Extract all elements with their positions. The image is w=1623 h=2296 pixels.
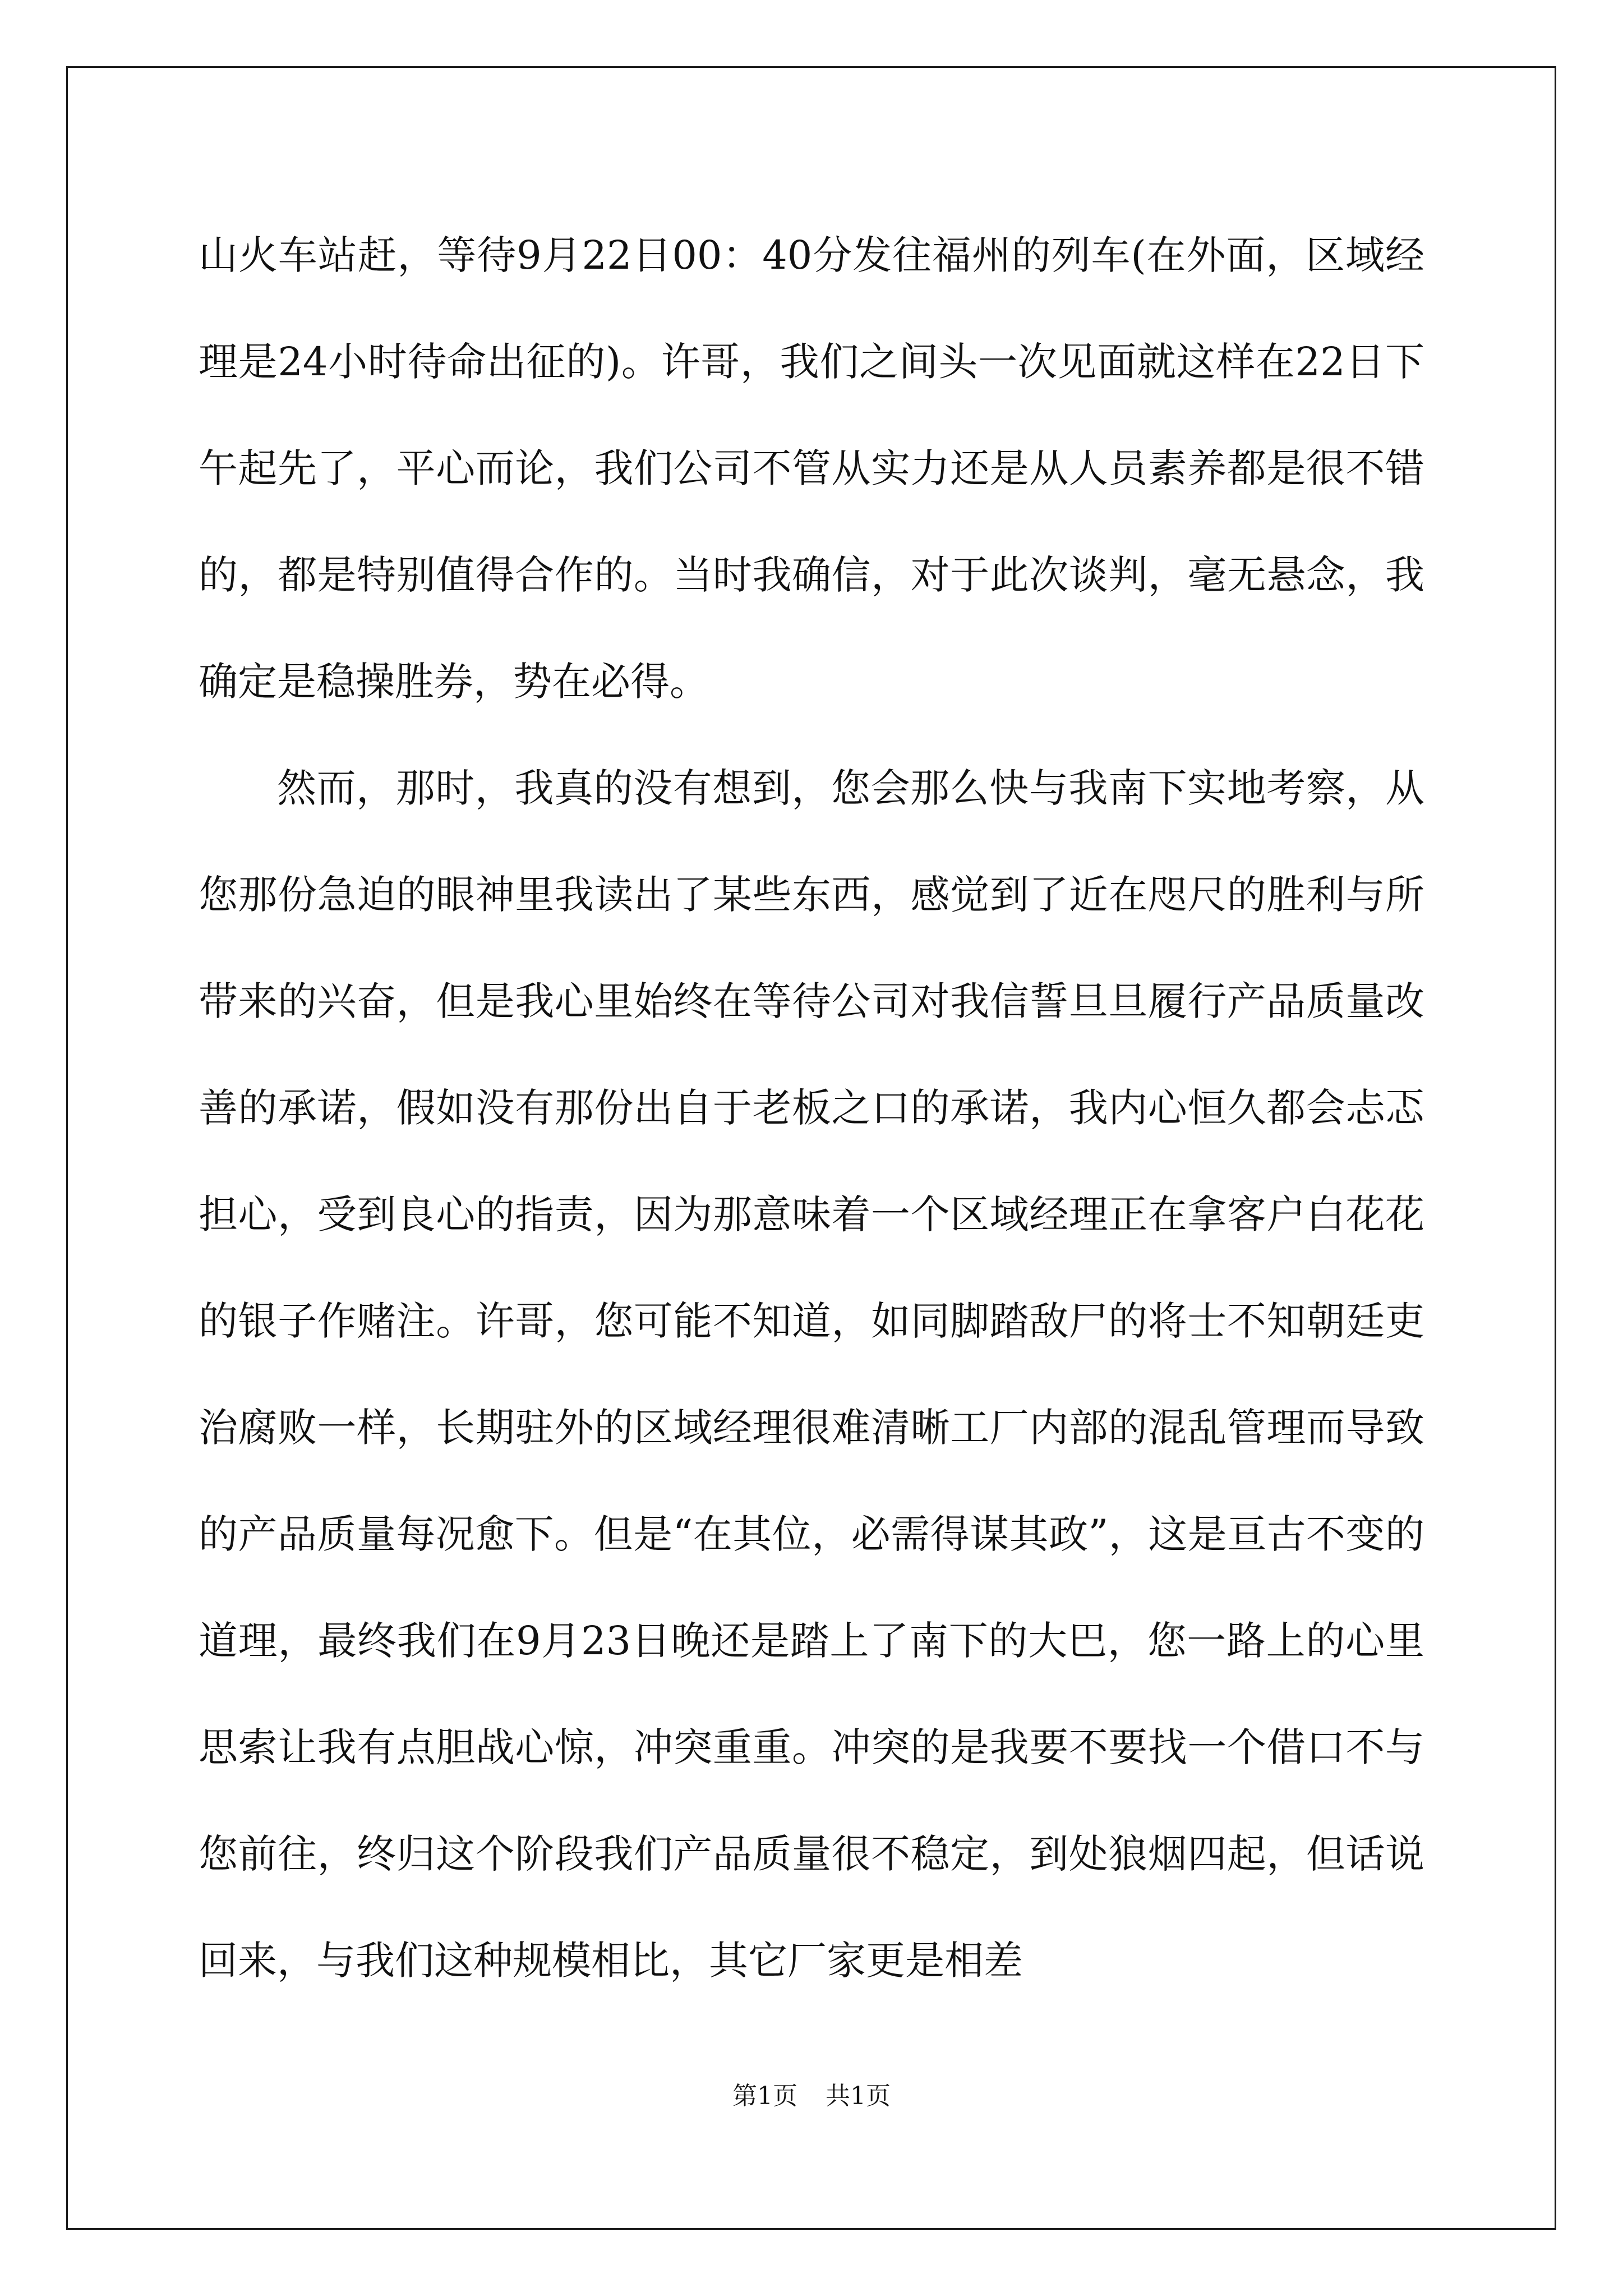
page-number: 第1页 xyxy=(732,2082,797,2110)
document-body xyxy=(199,202,1424,2014)
paragraph-1: 山火车站赶，等待9月22日00：40分发往福州的列车(在外面，区域经理是24小时待命出征的)。许哥，我们之间头一次见面就这样在22日下午起先了，平心而论，我们公司不管从实力还是从人员素养都是很不错的，都是特别值得合作的。当时我确信，对于此次谈判，毫无悬念，我确定是稳操胜券，势在必得。 xyxy=(199,232,1424,705)
page-total: 共1页 xyxy=(826,2082,891,2110)
paragraph-2: 然而，那时，我真的没有想到，您会那么快与我南下实地考察，从您那份急迫的眼神里我读出了某些东西，感觉到了近在咫尺的胜利与所带来的兴奋，但是我心里始终在等待公司对我信誓旦旦履行产品质量改善的承诺，假如没有那份出自于老板之口的承诺，我内心恒久都会忐忑担心，受到良心的指责，因为那意味着一个区域经理正在拿客户白花花的银子作赌注。许哥，您可能不知道，如同脚踏敌尸的将士不知朝廷吏治腐败一样，长期驻外的区域经理很难清晰工厂内部的混乱管理而导致的产品质量每况愈下。但是“在其位，必需得谋其政”，这是亘古不变的道理，最终我们在9月23日晚还是踏上了南下的大巴，您一路上的心里思索让我有点胆战心惊，冲突重重。冲突的是我要不要找一个借口不与您前往，终归这个阶段我们产品质量很不稳定，到处狼烟四起，但话说回来，与我们这种规模相比，其它厂家更是相差 xyxy=(199,765,1424,1984)
page-footer xyxy=(0,2076,1623,2111)
